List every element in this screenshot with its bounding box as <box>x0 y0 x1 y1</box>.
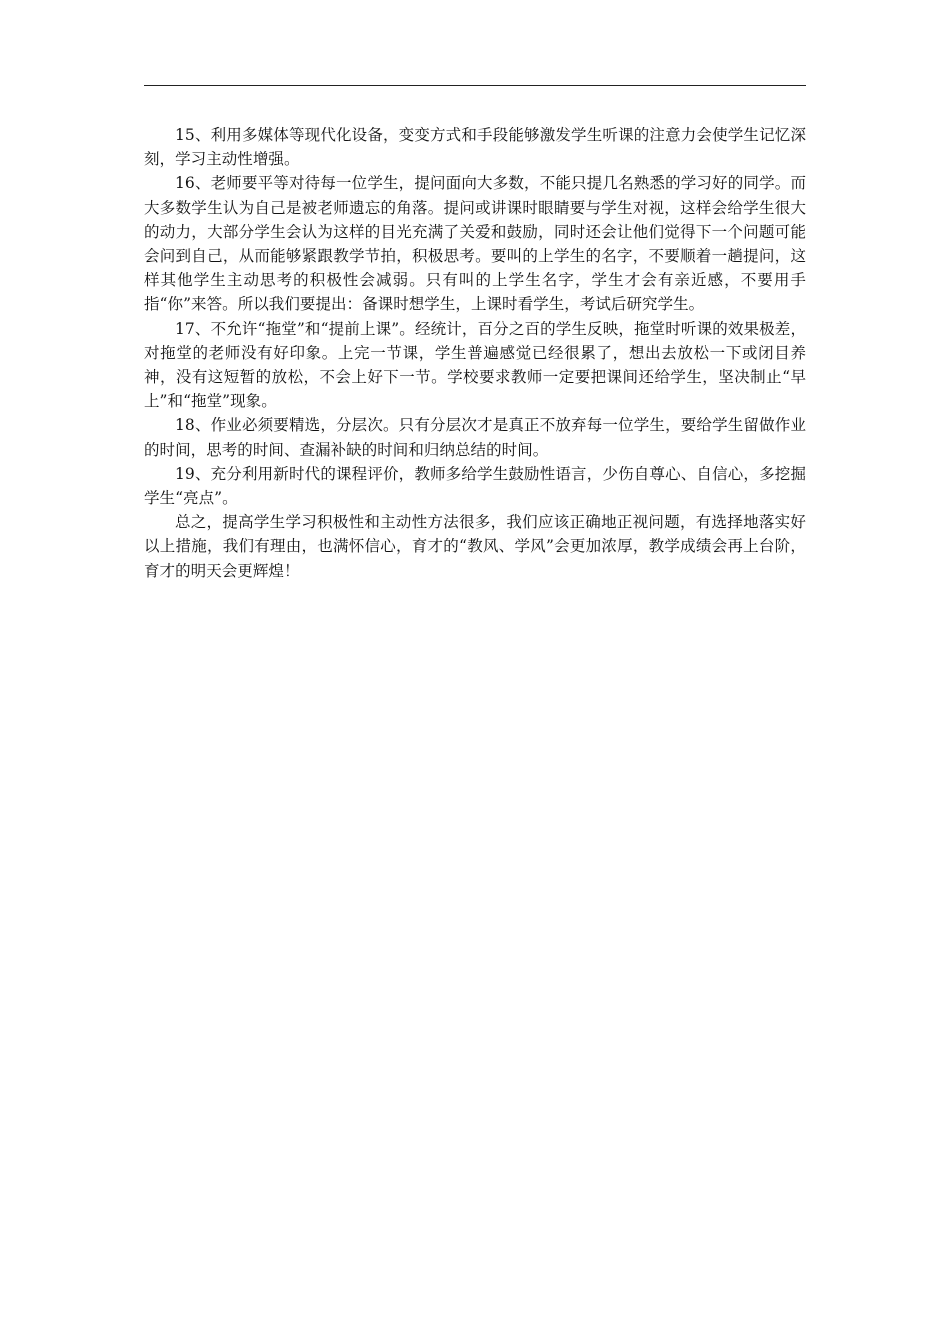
paragraph-15: 15、利用多媒体等现代化设备，变变方式和手段能够激发学生听课的注意力会使学生记忆深刻，学习主动性增强。 <box>144 126 806 169</box>
document-body <box>144 123 806 583</box>
paragraph-17: 17、不允许“拖堂”和“提前上课”。经统计，百分之百的学生反映，拖堂时听课的效果极差，对拖堂的老师没有好印象。上完一节课，学生普遍感觉已经很累了，想出去放松一下或闭目养神，没有这短暂的放松，不会上好下一节。学校要求教师一定要把课间还给学生，坚决制止“早上”和“拖堂”现象。 <box>144 319 806 411</box>
header-divider <box>144 85 806 86</box>
paragraph-conclusion: 总之，提高学生学习积极性和主动性方法很多，我们应该正确地正视问题，有选择地落实好以上措施，我们有理由，也满怀信心，育才的“教风、学风”会更加浓厚，教学成绩会再上台阶，育才的明天会更辉煌！ <box>144 513 806 580</box>
paragraph-18: 18、作业必须要精选，分层次。只有分层次才是真正不放弃每一位学生，要给学生留做作业的时间，思考的时间、查漏补缺的时间和归纳总结的时间。 <box>144 416 806 459</box>
paragraph-16: 16、老师要平等对待每一位学生，提问面向大多数，不能只提几名熟悉的学习好的同学。而大多数学生认为自己是被老师遗忘的角落。提问或讲课时眼睛要与学生对视，这样会给学生很大的动力，大部分学生会认为这样的目光充满了关爱和鼓励，同时还会让他们觉得下一个问题可能会问到自己，从而能够紧跟教学节拍，积极思考。要叫的上学生的名字，不要顺着一趟提问，这样其他学生主动思考的积极性会减弱。只有叫的上学生名字，学生才会有亲近感，不要用手指“你”来答。所以我们要提出：备课时想学生，上课时看学生，考试后研究学生。 <box>144 174 806 314</box>
paragraph-19: 19、充分利用新时代的课程评价，教师多给学生鼓励性语言，少伤自尊心、自信心，多挖掘学生“亮点”。 <box>144 464 806 508</box>
